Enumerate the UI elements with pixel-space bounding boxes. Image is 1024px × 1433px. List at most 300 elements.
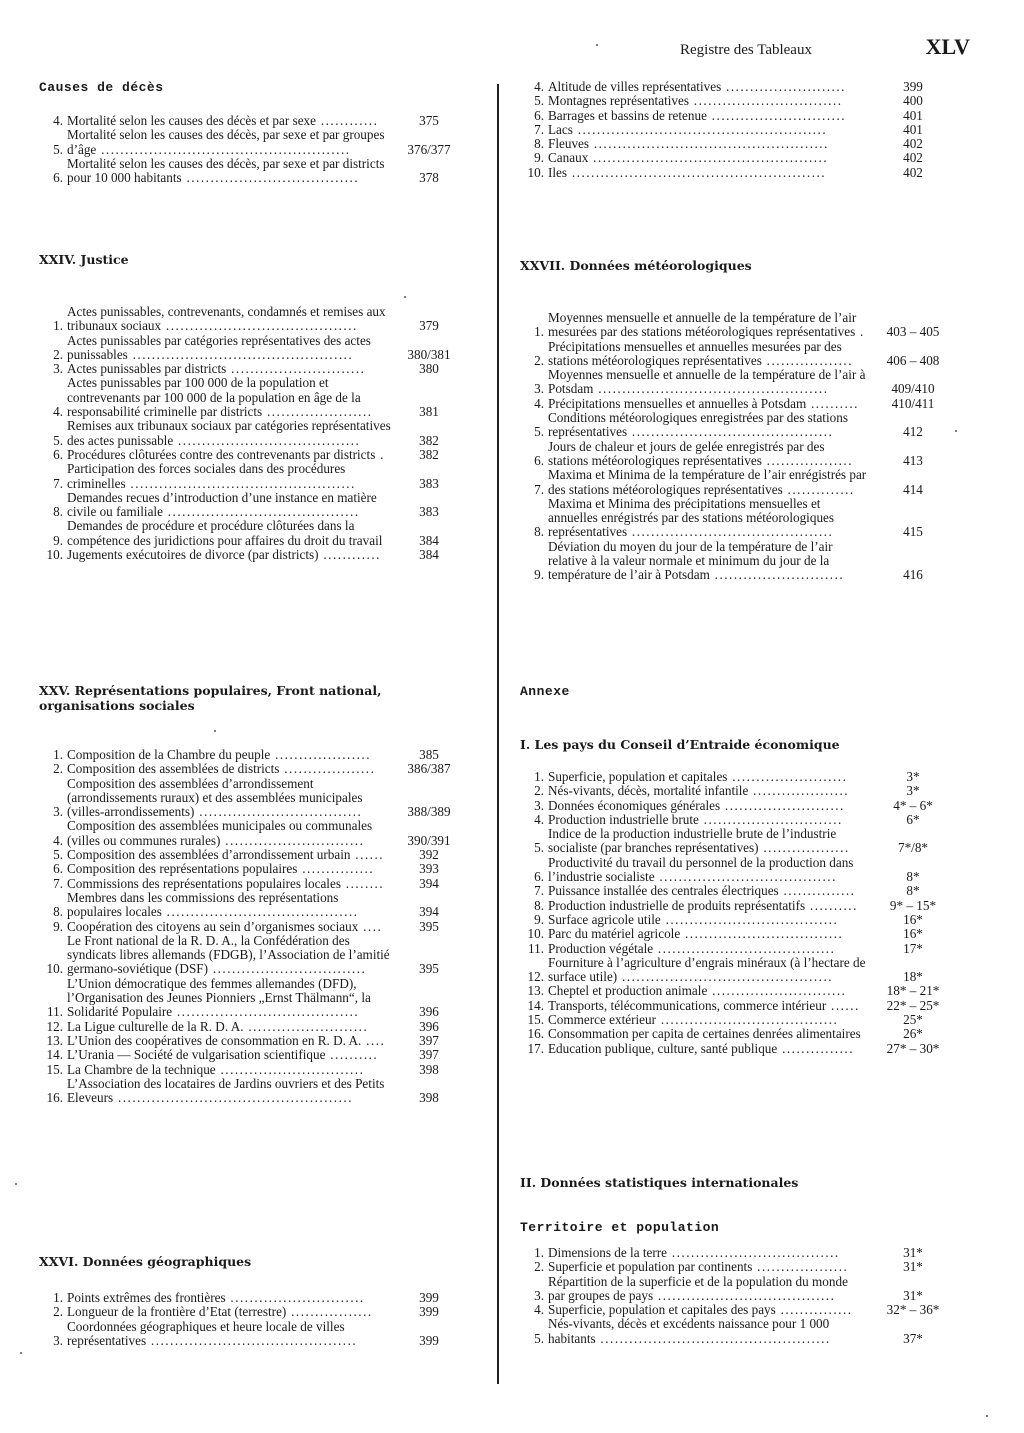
- entry-title-text: Maxima et Minima des précipitations mensuelles et annuelles enrégistrés par des stations météorologiques représentatives: [548, 495, 835, 540]
- column-divider: [497, 84, 499, 1384]
- section-title: XXV. Représentations populaires, Front national, organisations sociales: [39, 683, 382, 713]
- entry-page: 402: [903, 150, 923, 166]
- entry-page: 18* – 21*: [886, 983, 940, 999]
- dot-leader: .....................................: [653, 1287, 836, 1303]
- entry-page: 414: [903, 481, 923, 497]
- entry-page: 397: [419, 1032, 439, 1048]
- dot-leader: ............................: [226, 361, 366, 377]
- entry-title-text: Composition des assemblées de districts: [67, 761, 280, 777]
- dot-leader: ..............................................: [127, 346, 354, 362]
- entry-title-text: Coordonnées géographiques et heure locale de villes représentatives: [67, 1318, 345, 1348]
- dot-leader: ...............: [777, 1040, 855, 1056]
- entry-title: [548, 497, 868, 540]
- entry-title: [67, 376, 391, 419]
- entry-title-text: La Chambre de la technique: [67, 1061, 216, 1077]
- toc-entry: [520, 813, 958, 827]
- entry-title-text: Commerce extérieur: [548, 1012, 657, 1028]
- entry-page: 396: [419, 1018, 439, 1034]
- entry-page: 31*: [903, 1287, 923, 1303]
- entry-page: 384: [419, 547, 439, 563]
- entry-title: [67, 548, 391, 562]
- entry-number: 13.: [46, 1032, 63, 1048]
- entry-title-text: Déviation du moyen du jour de la température de l’air relative à la valeur normale et minimum du jour de la température de l’air à Potsdam: [548, 538, 833, 583]
- entry-title: [67, 1063, 391, 1077]
- entry-title: [67, 128, 391, 157]
- toc-entry: [520, 468, 958, 497]
- entry-number: 5.: [53, 432, 63, 448]
- toc-entry: [39, 819, 467, 848]
- entry-title: [548, 813, 868, 827]
- subsection-title: Territoire et population: [520, 1220, 720, 1235]
- entry-title: [548, 123, 868, 137]
- entry-page: 388/389: [407, 804, 451, 820]
- entry-number: 7.: [53, 475, 63, 491]
- entry-title-text: L’Urania — Société de vulgarisation scientifique: [67, 1047, 326, 1063]
- entry-title: [548, 927, 868, 941]
- toc-entry: [39, 305, 467, 334]
- scan-speck: [15, 1183, 17, 1185]
- entry-title-text: Actes punissables, contrevenants, condamnés et remises aux tribunaux sociaux: [67, 304, 386, 334]
- entry-page: 390/391: [407, 832, 451, 848]
- entry-title-text: Cheptel et production animale: [548, 983, 708, 999]
- toc-entry: [39, 1020, 467, 1034]
- entry-title-text: Production industrielle brute: [548, 811, 699, 827]
- entry-title: [548, 984, 868, 998]
- toc-entry: [520, 166, 958, 180]
- entry-page: 403 – 405: [886, 324, 940, 340]
- dot-leader: .............................: [220, 832, 365, 848]
- entry-title-text: Mortalité selon les causes des décès, par sexe et par districts pour 10 000 habitants: [67, 155, 385, 186]
- section-geographie-suite: [520, 80, 958, 180]
- entry-title: [67, 1291, 391, 1305]
- toc-entry: [520, 784, 958, 798]
- entry-list: [520, 770, 958, 1056]
- entry-title: [67, 1305, 391, 1319]
- entry-title-text: Actes punissables par 100 000 de la population et contrevenants par 100 000 de la population en âge de la responsabilité criminelle par districts: [67, 375, 361, 420]
- entry-title-text: Coopération des citoyens au sein d’organismes sociaux: [67, 918, 359, 934]
- toc-entry: [520, 151, 958, 165]
- entry-page: 8*: [906, 869, 920, 885]
- entry-title: [548, 884, 868, 898]
- toc-entry: [520, 1317, 958, 1346]
- entry-page: 386/387: [407, 761, 451, 777]
- entry-title-text: Conditions météorologiques enregistrées par des stations représentatives: [548, 410, 848, 440]
- entry-title: [67, 977, 391, 1020]
- entry-number: 5.: [53, 141, 63, 157]
- entry-title: [67, 491, 391, 520]
- dot-leader: ..........: [806, 395, 859, 411]
- toc-entry: [520, 311, 958, 340]
- entry-title: [548, 137, 868, 151]
- entry-number: 6.: [53, 861, 63, 877]
- toc-entry: [39, 877, 467, 891]
- entry-title-text: Demandes recues d’introduction d’une instance en matière civile ou familiale: [67, 489, 377, 520]
- toc-entry: [39, 762, 467, 776]
- dot-leader: ........................................: [162, 504, 360, 520]
- entry-title-text: Composition des assemblées d’arrondissement (arrondissements ruraux) et des assemblées municipales (villes-arrondissements): [67, 775, 363, 820]
- dot-leader: ........................................: [161, 904, 359, 920]
- entry-number: 14.: [46, 1047, 63, 1063]
- entry-title: [548, 899, 868, 913]
- toc-entry: [520, 109, 958, 123]
- entry-title-text: Points extrêmes des frontières: [67, 1290, 226, 1305]
- dot-leader: .....................................................: [567, 164, 827, 180]
- entry-list: [39, 748, 467, 1105]
- dot-leader: ...............: [778, 883, 856, 899]
- dot-leader: .................: [286, 1304, 373, 1320]
- entry-page: 379: [419, 318, 439, 334]
- entry-page: 384: [419, 532, 439, 548]
- subsection-title: Causes de décès: [39, 80, 164, 95]
- entry-title: [548, 540, 868, 583]
- entry-number: 4.: [534, 79, 544, 94]
- toc-entry: [39, 920, 467, 934]
- entry-page: 399: [419, 1332, 439, 1348]
- toc-entry: [39, 448, 467, 462]
- toc-entry: [520, 497, 958, 540]
- toc-entry: [39, 1063, 467, 1077]
- section-title: XXVII. Données météorologiques: [520, 258, 752, 273]
- toc-entry: [520, 899, 958, 913]
- dot-leader: ............................: [706, 107, 847, 123]
- entry-title: [67, 334, 391, 363]
- entry-title: [67, 519, 391, 548]
- entry-title-text: Altitude de villes représentatives: [548, 79, 722, 94]
- entry-number: 9.: [534, 911, 544, 927]
- dot-leader: ....................................: [181, 170, 360, 186]
- entry-page: 380: [419, 361, 439, 377]
- toc-entry: [39, 748, 467, 762]
- section-internationales: [520, 1175, 958, 1346]
- toc-entry: [520, 927, 958, 941]
- entry-page: 26*: [903, 1026, 923, 1042]
- dot-leader: ....................: [748, 783, 850, 799]
- entry-page: 401: [903, 121, 923, 137]
- dot-leader: ........................: [727, 769, 848, 784]
- dot-leader: ..........: [325, 1047, 379, 1063]
- toc-entry: [520, 411, 958, 440]
- dot-leader: ..........: [805, 897, 858, 913]
- entry-number: 8.: [53, 904, 63, 920]
- entry-number: 4.: [53, 404, 63, 420]
- entry-page: 402: [903, 136, 923, 152]
- toc-entry: [520, 799, 958, 813]
- entry-title-text: Montagnes représentatives: [548, 93, 689, 109]
- dot-leader: .............................: [698, 811, 843, 827]
- entry-page: 27* – 30*: [886, 1040, 940, 1056]
- entry-title-text: Production végétale: [548, 940, 654, 956]
- entry-number: 17.: [527, 1040, 544, 1056]
- entry-number: 3.: [534, 381, 544, 397]
- toc-entry: [39, 862, 467, 876]
- toc-entry: [520, 1027, 958, 1041]
- entry-number: 1.: [534, 324, 544, 340]
- entry-page: 401: [903, 107, 923, 123]
- entry-title-text: Données économiques générales: [548, 797, 721, 813]
- entry-title: [548, 942, 868, 956]
- entry-title: [548, 109, 868, 123]
- entry-number: 1.: [53, 1290, 63, 1305]
- entry-page: 406 – 408: [886, 352, 940, 368]
- toc-entry: [39, 1291, 467, 1305]
- entry-title: [67, 934, 391, 977]
- entry-title: [548, 340, 868, 369]
- dot-leader: ..............................: [215, 1061, 365, 1077]
- dot-leader: ...........................................: [146, 1332, 358, 1348]
- entry-number: 10.: [46, 961, 63, 977]
- dot-leader: ...................: [752, 1259, 849, 1275]
- entry-page: 396: [419, 1004, 439, 1020]
- entry-page: 383: [419, 475, 439, 491]
- toc-entry: [39, 491, 467, 520]
- dot-leader: ......: [826, 997, 860, 1013]
- entry-page: 31*: [903, 1245, 923, 1260]
- entry-title-text: Puissance installée des centrales électriques: [548, 883, 779, 899]
- entry-title-text: L’Association des locataires de Jardins ouvriers et des Petits Eleveurs: [67, 1075, 385, 1106]
- entry-title-text: Fourniture à l’agriculture d’engrais minéraux (à l’hectare de surface utile): [548, 954, 866, 985]
- dot-leader: ....................................................: [572, 121, 828, 137]
- dot-leader: ...............: [297, 861, 375, 877]
- entry-title: [548, 397, 868, 411]
- entry-page: 32* – 36*: [886, 1302, 940, 1318]
- section-donnees-geographiques: [39, 1254, 467, 1348]
- toc-entry: [520, 123, 958, 137]
- entry-page: 399: [419, 1304, 439, 1320]
- entry-title-text: L’Union des coopératives de consommation en R. D. A.: [67, 1032, 362, 1048]
- entry-number: 5.: [534, 93, 544, 109]
- entry-page: 394: [419, 904, 439, 920]
- dot-leader: ......: [350, 847, 385, 863]
- entry-page: 397: [419, 1047, 439, 1063]
- entry-title-text: Répartition de la superficie et de la population du monde par groupes de pays: [548, 1273, 848, 1303]
- entry-title-text: Mortalité selon les causes des décès et par sexe: [67, 113, 317, 128]
- entry-page: 4* – 6*: [893, 797, 933, 813]
- entry-title: [67, 448, 391, 462]
- entry-title: [67, 848, 391, 862]
- entry-number: 7.: [534, 883, 544, 899]
- entry-number: 12.: [527, 969, 544, 985]
- entry-page: 395: [419, 918, 439, 934]
- entry-number: 15.: [46, 1061, 63, 1077]
- toc-entry: [39, 519, 467, 548]
- dot-leader: .................................................: [113, 1090, 353, 1106]
- entry-title: [67, 462, 391, 491]
- toc-entry: [39, 376, 467, 419]
- entry-number: 11.: [528, 940, 544, 956]
- toc-entry: [39, 114, 467, 128]
- entry-title: [67, 114, 391, 128]
- toc-entry: [520, 397, 958, 411]
- dot-leader: ......................................: [172, 1004, 360, 1020]
- toc-entry: [520, 770, 958, 784]
- dot-leader: .....................................: [654, 869, 837, 885]
- entry-number: 14.: [527, 997, 544, 1013]
- section-title: I. Les pays du Conseil d’Entraide économique: [520, 737, 840, 752]
- entry-page: 17*: [903, 940, 923, 956]
- entry-title: [67, 891, 391, 920]
- dot-leader: ....: [361, 1032, 386, 1048]
- entry-number: 2.: [534, 352, 544, 368]
- entry-title-text: Actes punissables par catégories représentatives des actes punissables: [67, 332, 371, 362]
- dot-leader: ...................: [279, 761, 376, 777]
- entry-title-text: Productivité du travail du personnel de la production dans l’industrie socialiste: [548, 854, 854, 885]
- dot-leader: ....................................: [660, 911, 839, 927]
- dot-leader: ...............: [775, 1302, 853, 1318]
- entry-title-text: Commissions des représentations populaires locales: [67, 875, 341, 891]
- toc-entry: [520, 340, 958, 369]
- entry-title-text: Composition des assemblées municipales ou communales (villes ou communes rurales): [67, 818, 373, 848]
- entry-title-text: Précipitations mensuelles et annuelles à Potsdam: [548, 395, 807, 411]
- section-causes-de-deces: [39, 80, 467, 185]
- entry-title-text: Parc du matériel agricole: [548, 926, 681, 942]
- toc-entry: [520, 956, 958, 985]
- entry-title: [548, 956, 868, 985]
- entry-title: [548, 913, 868, 927]
- entry-number: 4.: [534, 811, 544, 827]
- dot-leader: .....................................: [653, 940, 836, 956]
- entry-title-text: Transports, télécommunications, commerce intérieur: [548, 997, 827, 1013]
- entry-title-text: Remises aux tribunaux sociaux par catégories représentatives des actes punissable: [67, 418, 391, 448]
- entry-title: [67, 1077, 391, 1106]
- annex-title: Annexe: [520, 684, 570, 699]
- dot-leader: .................................................: [589, 136, 829, 152]
- section-title: XXIV. Justice: [39, 252, 129, 267]
- toc-entry: [520, 137, 958, 151]
- entry-title: [67, 777, 391, 820]
- entry-number: 1.: [534, 769, 544, 784]
- entry-title-text: Superficie, population et capitales: [548, 769, 728, 784]
- entry-title-text: Précipitations mensuelles et annuelles mesurées par des stations météorologiques représentatives: [548, 338, 842, 368]
- entry-title-text: Jugements exécutoires de divorce (par districts): [67, 547, 319, 563]
- entry-title: [548, 1013, 868, 1027]
- entry-title: [548, 1042, 868, 1056]
- entry-page: 376/377: [407, 141, 451, 157]
- dot-leader: .........................: [243, 1018, 369, 1034]
- entry-number: 1.: [53, 747, 63, 762]
- entry-number: 4.: [53, 832, 63, 848]
- entry-title: [548, 468, 868, 497]
- entry-title: [548, 411, 868, 440]
- entry-page: 412: [903, 424, 923, 440]
- entry-title: [67, 862, 391, 876]
- entry-title: [548, 1246, 868, 1260]
- entry-number: 8.: [53, 504, 63, 520]
- toc-entry: [520, 94, 958, 108]
- entry-page: 385: [419, 747, 439, 762]
- entry-title-text: Nés-vivants, décès et excédents naissance pour 1 000 habitants: [548, 1316, 830, 1346]
- entry-number: 6.: [53, 446, 63, 462]
- entry-page: 402: [903, 164, 923, 180]
- dot-leader: ....................................................: [96, 141, 351, 157]
- entry-list: [39, 114, 467, 185]
- entry-title-text: Moyennes mensuelle et annuelle de la température de l’air à Potsdam: [548, 367, 866, 397]
- dot-leader: .....................................: [656, 1012, 839, 1028]
- entry-title-text: Composition de la Chambre du peuple: [67, 747, 271, 762]
- toc-entry: [520, 1246, 958, 1260]
- entry-page: 400: [903, 93, 923, 109]
- entry-number: 3.: [53, 804, 63, 820]
- entry-number: 6.: [534, 107, 544, 123]
- entry-page: 380/381: [407, 346, 451, 362]
- toc-entry: [520, 440, 958, 469]
- entry-title-text: Longueur de la frontière d’Etat (terrestre): [67, 1304, 287, 1320]
- entry-title-text: Le Front national de la R. D. A., la Confédération des syndicats libres allemands (FDGB), l’Association de l’amitié germano-soviétique (DSF): [67, 932, 390, 977]
- entry-number: 9.: [53, 918, 63, 934]
- entry-title-text: Canaux: [548, 150, 589, 166]
- dot-leader: ..................................: [194, 804, 363, 820]
- entry-page: 7*/8*: [897, 840, 929, 856]
- entry-title-text: Mortalité selon les causes des décès, par sexe et par groupes d’âge: [67, 127, 385, 157]
- entry-page: 9* – 15*: [889, 897, 937, 913]
- toc-entry: [520, 827, 958, 856]
- entry-number: 5.: [534, 1330, 544, 1346]
- toc-entry: [39, 934, 467, 977]
- entry-page: 3*: [906, 769, 920, 784]
- entry-page: 375: [419, 113, 439, 128]
- toc-entry: [39, 128, 467, 157]
- entry-page: 18*: [903, 969, 923, 985]
- toc-entry: [39, 462, 467, 491]
- toc-entry: [39, 1077, 467, 1106]
- entry-number: 4.: [53, 113, 63, 128]
- toc-entry: [39, 891, 467, 920]
- entry-title-text: Demandes de procédure et procédure clôturées dans la compétence des juridictions pour affaires du droit du travail: [67, 518, 383, 548]
- scan-speck: [955, 430, 957, 432]
- dot-leader: ......................................: [173, 432, 361, 448]
- entry-title: [67, 1020, 391, 1034]
- entry-title-text: Superficie et population par continents: [548, 1259, 753, 1275]
- entry-title-text: Maxima et Minima de la température de l’air enrégistrés par des stations météorologiques représentatives: [548, 467, 867, 497]
- entry-page: 22* – 25*: [886, 997, 940, 1013]
- entry-number: 8.: [534, 524, 544, 540]
- dot-leader: ................................................: [593, 381, 829, 397]
- entry-number: 2.: [53, 346, 63, 362]
- entry-title: [548, 799, 868, 813]
- entry-page: 409/410: [891, 381, 935, 397]
- entry-title: [67, 819, 391, 848]
- entry-page: 381: [419, 404, 439, 420]
- dot-leader: ..................: [758, 840, 850, 856]
- dot-leader: ........: [340, 875, 385, 891]
- toc-entry: [520, 913, 958, 927]
- running-header-title: Registre des Tableaux: [680, 42, 812, 58]
- dot-leader: .: [855, 324, 865, 340]
- entry-list: [520, 1246, 958, 1346]
- toc-entry: [520, 80, 958, 94]
- entry-title: [548, 1260, 868, 1274]
- entry-number: 6.: [534, 452, 544, 468]
- entry-page: 383: [419, 504, 439, 520]
- entry-title: [67, 762, 391, 776]
- entry-title-text: Lacs: [548, 121, 573, 137]
- entry-page: 392: [419, 847, 439, 863]
- entry-number: 10.: [46, 547, 63, 563]
- toc-entry: [39, 548, 467, 562]
- toc-entry: [520, 1013, 958, 1027]
- toc-entry: [520, 540, 958, 583]
- entry-number: 3.: [53, 1332, 63, 1348]
- section-meteorologiques: [520, 258, 958, 583]
- entry-number: 8.: [534, 136, 544, 152]
- toc-entry: [39, 419, 467, 448]
- dot-leader: ..................: [761, 352, 854, 368]
- dot-leader: ................................: [208, 961, 367, 977]
- entry-number: 13.: [527, 983, 544, 999]
- entry-page: 25*: [903, 1012, 923, 1028]
- entry-title: [67, 1034, 391, 1048]
- entry-title: [67, 1048, 391, 1062]
- entry-number: 4.: [534, 1302, 544, 1318]
